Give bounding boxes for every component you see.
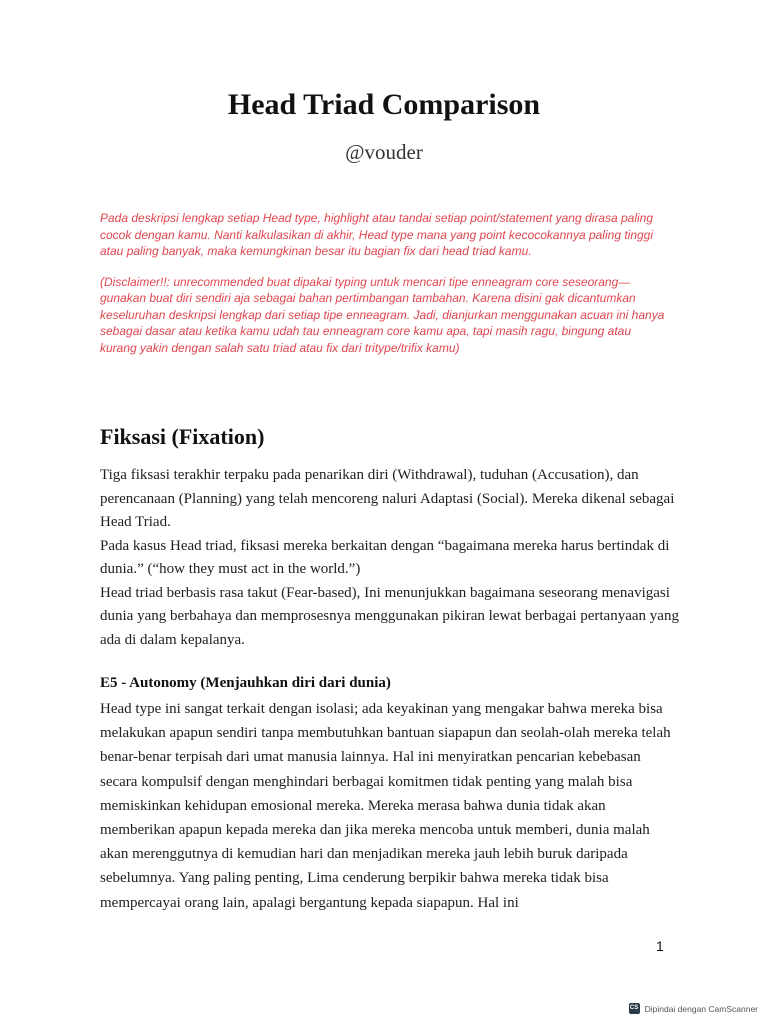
paragraph: Pada kasus Head triad, fiksasi mereka berkaitan dengan “bagaimana mereka harus bertindak di dunia.” (“how they must act in the world.”) [100,537,670,577]
subsection-body: Head type ini sangat terkait dengan isolasi; ada keyakinan yang mengakar bahwa mereka bisa melakukan apapun sendiri tanpa membutuhkan bantuan siapapun dan seolah-olah mereka telah benar-benar terpisah dari umat manusia lainnya. Hal ini menyiratkan pencarian kebebasan secara kompulsif dengan menghindari berbagai komitmen tidak penting yang malah bisa memiskinkan kehidupan emosional mereka. Mereka merasa bahwa dunia tidak akan memberikan apapun kepada mereka dan jika mereka mencoba untuk memberi, dunia malah akan merenggutnya di kemudian hari dan menjadikan mereka jauh lebih buruk daripada sebelumnya. Yang paling penting, Lima cenderung berpikir bahwa mereka tidak bisa mempercayai orang lain, apalagi bergantung kepada siapapun. Hal ini [100,701,671,911]
page-number: 1 [656,938,664,954]
instruction-notes [100,210,670,370]
scanner-label: Dipindai dengan CamScanner [644,1003,758,1014]
section-heading: Fiksasi (Fixation) [100,424,265,449]
paragraph: Head triad berbasis rasa takut (Fear-based), Ini menunjukkan bagaimana seseorang menavigasi dunia yang berbahaya dan memprosesnya menggunakan pikiran lewat berbagai pertanyaan yang ada di dalam kepalanya. [100,584,679,648]
section-body [100,464,680,652]
author-handle: @vouder [345,140,423,164]
paragraph: Tiga fiksasi terakhir terpaku pada penarikan diri (Withdrawal), tuduhan (Accusation), dan perencanaan (Planning) yang telah mencoreng naluri Adaptasi (Social). Mereka dikenal sebagai Head Triad. [100,467,675,530]
camscanner-icon: CS [629,1003,640,1014]
subsection-heading: E5 - Autonomy (Menjauhkan diri dari dunia) [100,675,391,691]
scanner-watermark [629,1003,758,1014]
disclaimer-note: (Disclaimer!!: unrecommended buat dipakai typing untuk mencari tipe enneagram core seseorang—gunakan buat diri sendiri aja sebagai bahan pertimbangan tambahan. Karena disini gak dicantumkan keseluruhan deskripsi lengkap dari setiap tipe enneagram. Jadi, dianjurkan menggunakan acuan ini hanya sebagai dasar atau ketika kamu udah tau enneagram core kamu apa, tapi masih ragu, bingung atau kurang yakin dengan salah satu triad atau fix dari tritype/trifix kamu) [100,274,665,355]
page-title: Head Triad Comparison [227,88,541,121]
instruction-note: Pada deskripsi lengkap setiap Head type, highlight atau tandai setiap point/statement yang dirasa paling cocok dengan kamu. Nanti kalkulasikan di akhir, Head type mana yang point kecocokannya paling tinggi atau paling banyak, maka kemungkinan besar itu bagian fix dari head triad kamu. [100,211,654,258]
